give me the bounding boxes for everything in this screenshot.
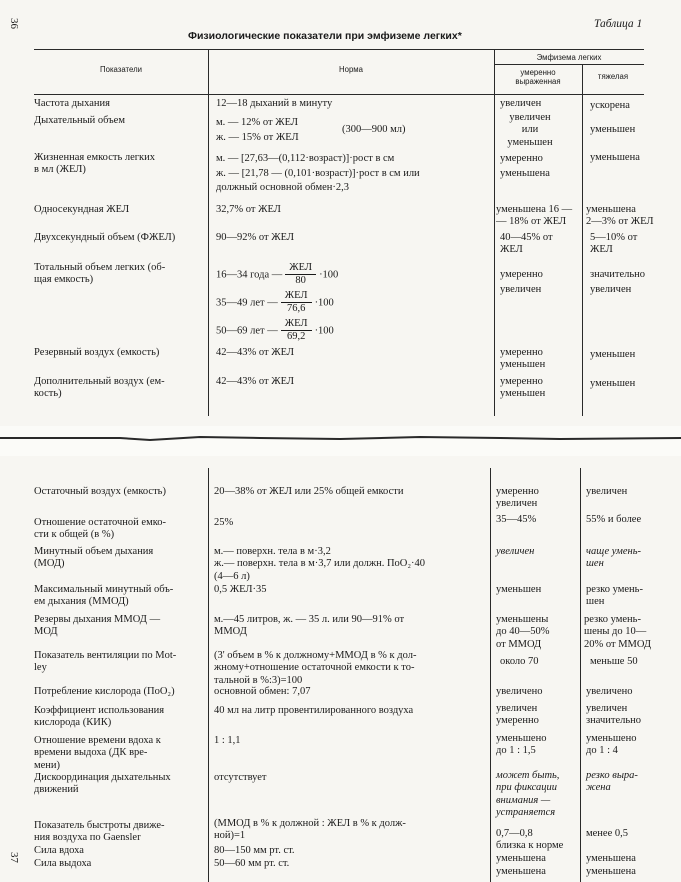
row-name: Остаточный воздух (емкость) — [34, 486, 166, 497]
row-severe: ускорена — [590, 100, 630, 111]
row-severe: 5—10% от ЖЕЛ — [590, 232, 638, 256]
row-severe: уменьшено до 1 : 4 — [586, 733, 637, 757]
row-norm: 0,5 ЖЕЛ·35 — [214, 584, 267, 595]
header-emphysema: Эмфизема легких — [536, 53, 602, 62]
row-moderate: увеличен — [496, 546, 535, 557]
row-name: Дыхательный объем — [34, 115, 125, 126]
header-moderate: умеренно выраженная — [515, 68, 561, 87]
row-name: Максимальный минутный объ- ем дыхания (ММОД) — [34, 584, 174, 608]
row-norm: 80—150 мм рт. ст. — [214, 845, 295, 856]
row-name: Односекундная ЖЕЛ — [34, 204, 130, 215]
row-severe: чаще умень- шен — [586, 546, 641, 570]
row-name: Минутный объем дыхания (МОД) — [34, 546, 154, 570]
table-label: Таблица 1 — [594, 18, 643, 30]
row-norm-range: (300—900 мл) — [342, 124, 406, 135]
row-severe: значительно увеличен — [590, 269, 646, 295]
row-moderate: увеличен умеренно — [496, 703, 539, 727]
row-norm: 42—43% от ЖЕЛ — [216, 376, 295, 387]
row-moderate: может быть, при фиксации внимания — устраняется — [496, 770, 560, 819]
row-norm: 90—92% от ЖЕЛ — [216, 232, 295, 243]
row-name: Отношение времени вдоха к времени выдоха (ДК вре- мени) — [34, 735, 161, 771]
row-name: Отношение остаточной емко- сти к общей (в %) — [34, 517, 167, 541]
row-name: Сила вдоха — [34, 845, 84, 856]
row-severe: 55% и более — [586, 514, 642, 525]
row-name: Потребление кислорода (ПоО₂) — [34, 686, 175, 697]
page-break-line — [0, 434, 681, 442]
row-moderate: уменьшен — [496, 584, 542, 595]
row-norm: 1 : 1,1 — [214, 735, 241, 746]
row-severe: увеличено — [586, 686, 633, 697]
row-norm-c: 50—69 лет — $\frac{\text{ЖЕЛ}}{69,2}$ ·100 — [216, 318, 334, 343]
row-severe: увеличен — [586, 486, 628, 497]
row-name: Дополнительный воздух (ем- кость) — [34, 376, 165, 400]
row-name: Сила выдоха — [34, 858, 92, 869]
row-severe: меньше 50 — [590, 656, 638, 667]
row-norm: 25% — [214, 517, 234, 528]
row-moderate: умеренно увеличен — [496, 486, 539, 510]
row-name: Частота дыхания — [34, 98, 110, 109]
row-moderate: 40—45% от ЖЕЛ — [500, 232, 553, 256]
row-norm: м.— поверхн. тела в м·3,2 ж.— поверхн. тела в м·3,7 или должн. ПоО₂·40 (4—6 л) — [214, 546, 426, 582]
row-moderate: уменьшена 16 — — 18% от ЖЕЛ — [496, 204, 573, 228]
row-moderate: уменьшено до 1 : 1,5 — [496, 733, 547, 757]
row-norm: 32,7% от ЖЕЛ — [216, 204, 281, 215]
header-severe: тяжелая — [597, 72, 629, 81]
row-norm: (ММОД в % к должной : ЖЕЛ в % к долж- ной)=1 — [214, 818, 406, 842]
row-norm: 50—60 мм рт. ст. — [214, 858, 290, 869]
row-norm: основной обмен: 7,07 — [214, 686, 311, 697]
row-moderate: 35—45% — [496, 514, 537, 525]
row-name: Коэффициент использования кислорода (КИК) — [34, 705, 165, 729]
row-severe: увеличен значительно — [586, 703, 642, 727]
row-moderate: уменьшена — [496, 866, 546, 877]
row-severe: резко умень- шены до 10— 20% от ММОД — [584, 614, 652, 650]
row-moderate: увеличен — [500, 98, 542, 109]
row-norm-a: 16—34 года — $\frac{\text{ЖЕЛ}}{80}$ ·100 — [216, 262, 339, 287]
row-norm: 40 мл на литр провентилированного воздуха — [214, 705, 414, 716]
row-norm: м. — [27,63—(0,112·возраст)]·рост в см ж. — [21,78 — (0,101·возраст)]·рост в см или должный основной обмен·2,3 — [216, 153, 420, 194]
row-severe: уменьшен — [590, 124, 636, 135]
row-moderate: умеренно уменьшен — [500, 347, 546, 371]
row-norm-b: 35—49 лет — $\frac{\text{ЖЕЛ}}{76,6}$ ·100 — [216, 290, 334, 315]
row-severe: уменьшен — [590, 349, 636, 360]
row-name: Резервы дыхания ММОД — МОД — [34, 614, 161, 638]
header-indicators: Показатели — [100, 65, 142, 74]
row-norm: 20—38% от ЖЕЛ или 25% общей емкости — [214, 486, 404, 497]
row-norm: 42—43% от ЖЕЛ — [216, 347, 295, 358]
row-moderate: уменьшена — [496, 853, 546, 864]
row-norm: 12—18 дыханий в минуту — [216, 98, 333, 109]
page-number-bottom: 37 — [8, 852, 20, 863]
header-norm: Норма — [339, 65, 363, 74]
row-severe: резко выра- жена — [586, 770, 638, 794]
row-severe: уменьшена 2—3% от ЖЕЛ — [586, 204, 654, 228]
row-norm: (3' объем в % к должному+ММОД в % к дол- жному+отношение остаточной емкости к то- тальной в %:3)=100 — [214, 650, 417, 686]
row-moderate: увеличен или уменьшен — [507, 112, 553, 148]
row-moderate: около 70 — [500, 656, 539, 667]
row-name: Показатель вентиляции по Mot- ley — [34, 650, 177, 674]
row-severe: уменьшена — [590, 152, 640, 163]
row-norm: отсутствует — [214, 772, 267, 783]
row-moderate: 0,7—0,8 близка к норме — [496, 828, 564, 852]
row-norm: м. — 12% от ЖЕЛ ж. — 15% от ЖЕЛ — [216, 117, 299, 144]
row-severe: резко умень- шен — [586, 584, 643, 608]
row-moderate: умеренно уменьшена — [500, 153, 550, 179]
row-norm: м.—45 литров, ж. — 35 л. или 90—91% от ММОД — [214, 614, 405, 638]
row-severe: менее 0,5 — [586, 828, 628, 839]
row-moderate: умеренно уменьшен — [500, 376, 546, 400]
page-number-top: 36 — [8, 18, 20, 29]
row-moderate: увеличено — [496, 686, 543, 697]
row-name: Показатель быстроты движе- ния воздуха по Gaensler — [34, 820, 165, 844]
table-title: Физиологические показатели при эмфиземе легких* — [188, 30, 462, 42]
row-moderate: уменьшены до 40—50% от ММОД — [496, 614, 550, 650]
row-severe: уменьшена — [586, 866, 636, 877]
row-name: Двухсекундный объем (ФЖЕЛ) — [34, 232, 176, 243]
row-name: Дискоординация дыхательных движений — [34, 772, 171, 796]
row-name: Резервный воздух (емкость) — [34, 347, 160, 358]
row-name: Тотальный объем легких (об- щая емкость) — [34, 262, 166, 286]
row-moderate: умеренно увеличен — [500, 269, 543, 295]
row-severe: уменьшен — [590, 378, 636, 389]
row-name: Жизненная емкость легких в мл (ЖЕЛ) — [34, 152, 156, 176]
row-severe: уменьшена — [586, 853, 636, 864]
